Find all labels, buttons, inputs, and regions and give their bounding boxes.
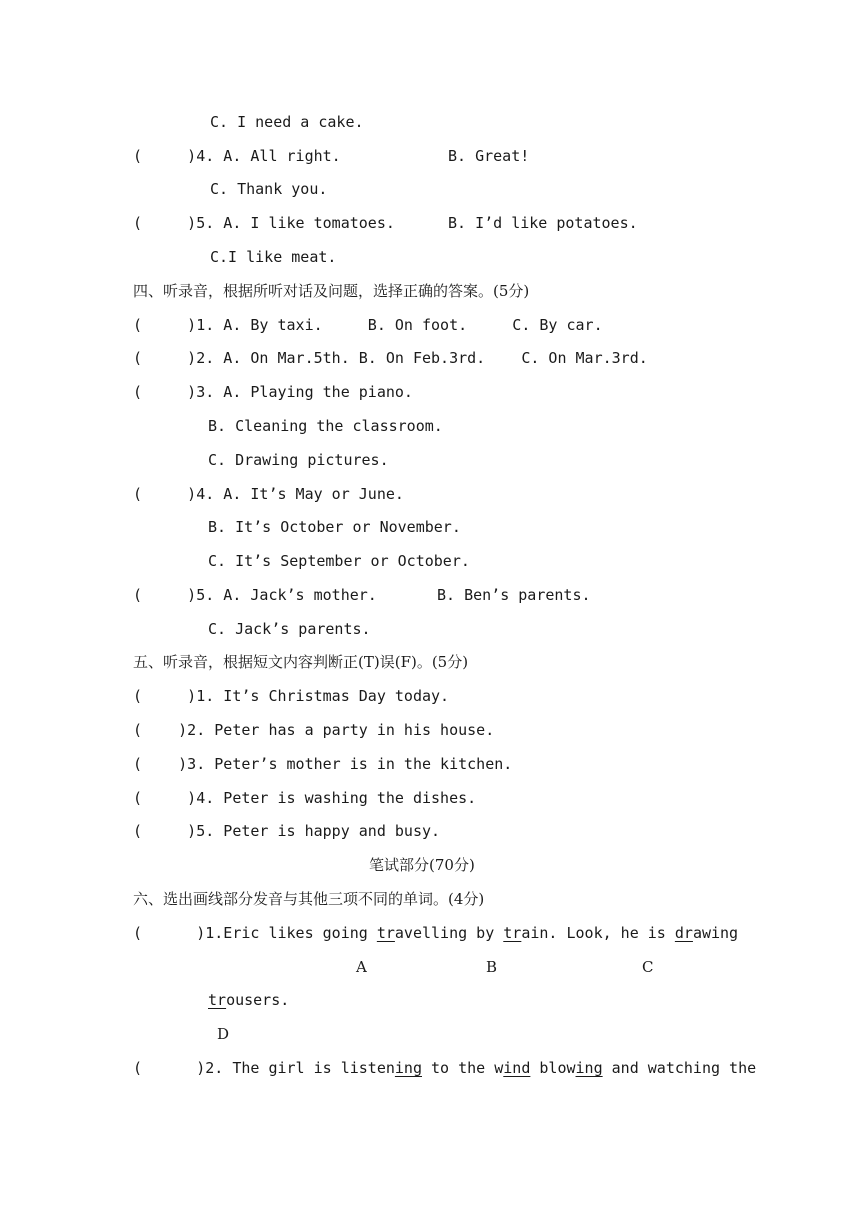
s5-q1: ( )1. It’s Christmas Day today. — [133, 687, 450, 705]
s5-q2: ( )2. Peter has a party in his house. — [133, 721, 495, 739]
s6-q2-underline-b: ind — [503, 1059, 531, 1077]
s6-q2-prefix: ( )2. The girl is listen — [133, 1059, 395, 1077]
s6-q2-text-2: blow — [530, 1059, 576, 1077]
s6-q2-text-3: and watching the — [602, 1059, 757, 1077]
s6-q1-label-c: C — [642, 958, 654, 976]
s6-q1-underline-a: tr — [376, 924, 395, 942]
s6-q2-text-1: to the w — [422, 1059, 504, 1077]
s4-q5: ( )5. A. Jack’s mother. — [133, 586, 377, 604]
s6-q2-underline-c: ing — [575, 1059, 603, 1077]
s6-q1-line-2 — [208, 990, 289, 1010]
s3-q4-option-b: B. Great! — [448, 147, 530, 165]
s4-q4-option-c: C. It’s September or October. — [208, 552, 470, 570]
section-6-heading: 六、选出画线部分发音与其他三项不同的单词。(4分) — [133, 890, 485, 908]
s5-q5: ( )5. Peter is happy and busy. — [133, 822, 441, 840]
s5-q3: ( )3. Peter’s mother is in the kitchen. — [133, 755, 513, 773]
s3-q4-option-c: C. Thank you. — [210, 180, 328, 198]
s3-q5: ( )5. A. I like tomatoes. — [133, 214, 395, 232]
s6-q1-text-4: ousers. — [226, 991, 290, 1009]
s6-q1 — [133, 923, 738, 943]
s6-q1-text-1: avelling by — [394, 924, 504, 942]
s6-q1-text-3: awing — [692, 924, 739, 942]
s6-q1-label-b: B — [486, 958, 498, 976]
section-5-heading: 五、听录音，根据短文内容判断正(T)误(F)。(5分) — [133, 653, 469, 671]
s6-q2-underline-a: ing — [394, 1059, 422, 1077]
s4-q1: ( )1. A. By taxi. B. On foot. C. By car. — [133, 316, 603, 334]
s4-q3: ( )3. A. Playing the piano. — [133, 383, 413, 401]
s6-q1-underline-d: tr — [208, 991, 227, 1009]
s4-q2: ( )2. A. On Mar.5th. B. On Feb.3rd. C. On Mar.3rd. — [133, 349, 648, 367]
written-part-title: 笔试部分(70分) — [369, 856, 475, 874]
s6-q1-prefix: ( )1.Eric likes going — [133, 924, 377, 942]
section-4-heading: 四、听录音，根据所听对话及问题，选择正确的答案。(5分) — [133, 282, 530, 300]
s3-q5-option-b: B. I’d like potatoes. — [448, 214, 638, 232]
s5-q4: ( )4. Peter is washing the dishes. — [133, 789, 477, 807]
s6-q1-text-2: ain. Look, he is — [521, 924, 675, 942]
s4-q5-option-b: B. Ben’s parents. — [437, 586, 591, 604]
s4-q4-option-b: B. It’s October or November. — [208, 518, 461, 536]
s4-q3-option-c: C. Drawing pictures. — [208, 451, 389, 469]
s4-q5-option-c: C. Jack’s parents. — [208, 620, 371, 638]
s6-q1-label-d: D — [217, 1025, 230, 1043]
s4-q4: ( )4. A. It’s May or June. — [133, 485, 404, 503]
s4-q3-option-b: B. Cleaning the classroom. — [208, 417, 443, 435]
s6-q1-label-a: A — [356, 958, 367, 976]
s6-q2 — [133, 1058, 756, 1078]
s3-q5-option-c: C.I like meat. — [210, 248, 337, 266]
s3-q4: ( )4. A. All right. — [133, 147, 341, 165]
s3-q3-option-c: C. I need a cake. — [210, 113, 364, 131]
s6-q1-underline-b: tr — [503, 924, 522, 942]
s6-q1-underline-c: dr — [674, 924, 693, 942]
